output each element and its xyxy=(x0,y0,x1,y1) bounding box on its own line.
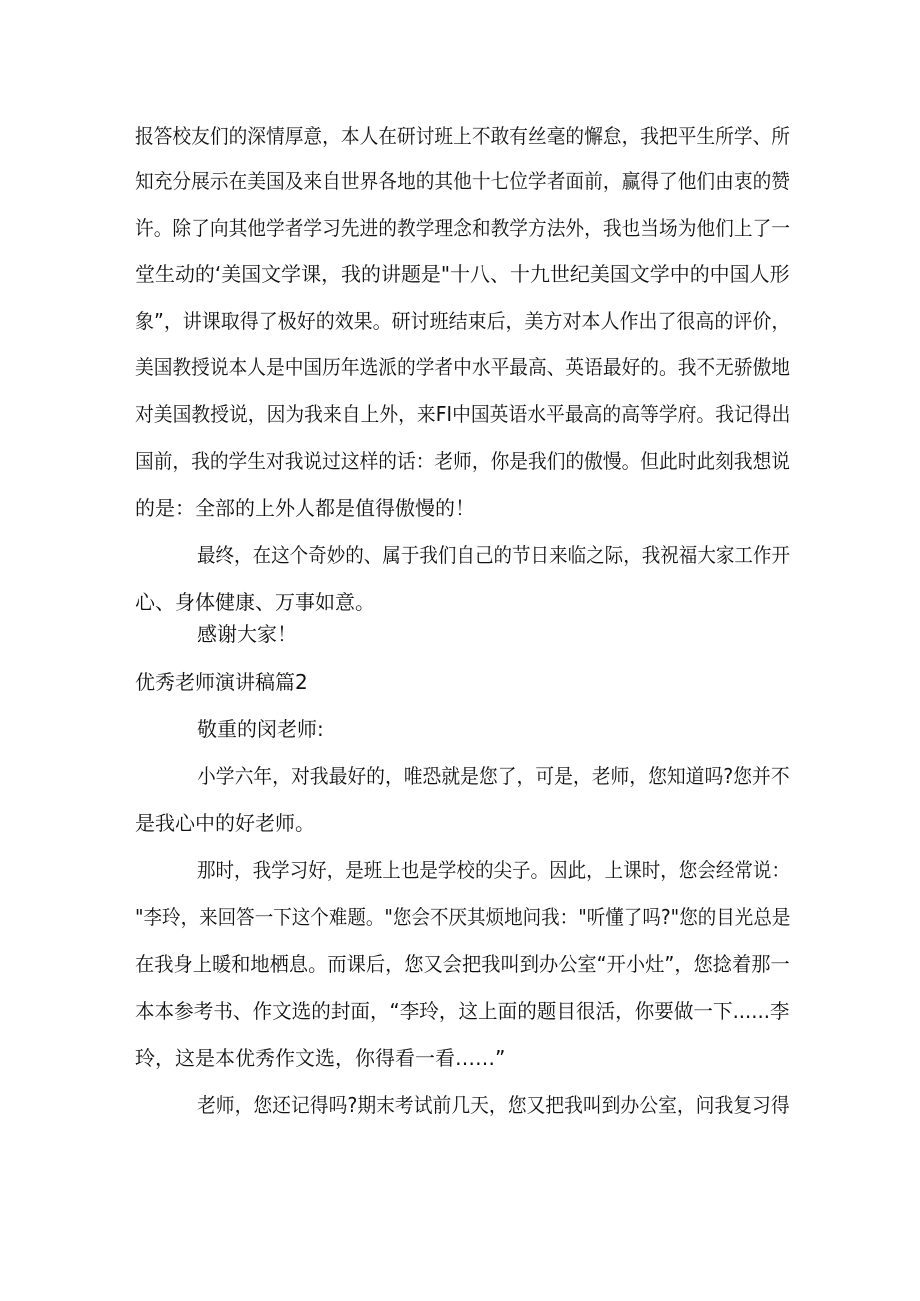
salutation: 敬重的闵老师: xyxy=(197,717,324,741)
text-line-20: 本本参考书、作文选的封面，“李玲，这上面的题目很活，你要做一下......李 xyxy=(135,999,790,1023)
text-line-16: 是我心中的好老师。 xyxy=(135,811,315,835)
text-line-5: 象”，讲课取得了极好的效果。研讨班结束后，美方对本人作出了很高的评价， xyxy=(135,309,791,333)
text-line-6: 美国教授说本人是中国历年选派的学者中水平最高、英语最好的。我不无骄傲地 xyxy=(135,355,790,379)
text-line-21: 玲，这是本优秀作文选，你得看一看……” xyxy=(135,1046,506,1070)
text-line-19: 在我身上暖和地栖息。而课后，您又会把我叫到办公室“开小灶”，您捻着那一 xyxy=(135,952,790,976)
text-line-22: 老师，您还记得吗?期末考试前几天，您又把我叫到办公室，问我复习得 xyxy=(197,1093,790,1117)
text-line-4: 堂生动的‘美国文学课，我的讲题是"十八、十九世纪美国文学中的中国人形 xyxy=(135,262,790,286)
text-line-10: 最终，在这个奇妙的、属于我们自己的节日来临之际，我祝福大家工作开 xyxy=(197,543,790,567)
text-line-11: 心、身体健康、万事如意。 xyxy=(135,590,375,614)
text-line-1: 报答校友们的深情厚意，本人在研讨班上不敢有丝毫的懈怠，我把平生所学、所 xyxy=(135,124,790,148)
text-line-9: 的是：全部的上外人都是值得傲慢的！ xyxy=(135,496,475,520)
text-line-12: 感谢大家！ xyxy=(197,622,297,646)
text-line-15: 小学六年，对我最好的，唯恐就是您了，可是，老师，您知道吗?您并不 xyxy=(197,764,790,788)
text-line-18: "李玲，来回答一下这个难题。"您会不厌其烦地问我："听懂了吗?"您的目光总是 xyxy=(135,905,791,929)
text-line-8: 国前，我的学生对我说过这样的话：老师，你是我们的傲慢。但此时此刻我想说 xyxy=(135,449,790,473)
section-heading: 优秀老师演讲稿篇2 xyxy=(135,670,308,694)
text-line-7: 对美国教授说，因为我来自上外，来FI中国英语水平最高的高等学府。我记得出 xyxy=(135,402,791,426)
text-line-17: 那时，我学习好，是班上也是学校的尖子。因此，上课时，您会经常说： xyxy=(197,858,790,882)
text-line-2: 知充分展示在美国及来自世界各地的其他十七位学者面前，赢得了他们由衷的赞 xyxy=(135,169,790,193)
text-line-3: 许。除了向其他学者学习先进的教学理念和教学方法外，我也当场为他们上了一 xyxy=(135,216,790,240)
